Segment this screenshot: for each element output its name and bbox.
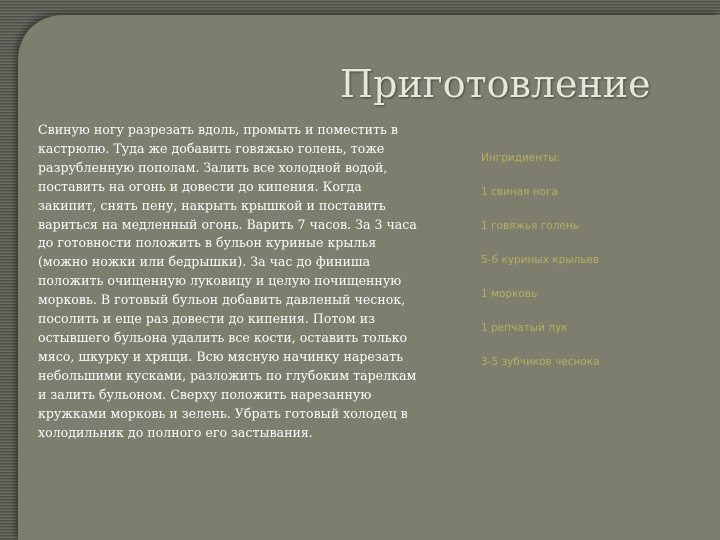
ingredient-item: 3-5 зубчиков чеснока xyxy=(481,356,600,368)
ingredient-item: 1 морковь xyxy=(481,288,538,300)
ingredient-item: 1 свиная нога xyxy=(481,186,558,198)
ingredients-heading: Ингридиенты: xyxy=(481,152,561,164)
ingredient-item: 5-6 куриных крыльев xyxy=(481,254,600,266)
ingredient-item: 1 говяжья голень xyxy=(481,220,579,232)
slide-title: Приготовление xyxy=(340,62,651,106)
ingredients-list xyxy=(481,150,681,388)
ingredient-item: 1 репчатый лук xyxy=(481,322,568,334)
recipe-instructions: Свиную ногу разрезать вдоль, промыть и поместить в кастрюлю. Туда же добавить говяжью голень, тоже разрубленную пополам. Залить все холодной водой, поставить на огонь и довести до кипения. Когда закипит, снять пену, накрыть крышкой и поставить вариться на медленный огонь. Варить 7 часов. За 3 часа до готовности положить в бульон куриные крылья (можно ножки или бедрышки). За час до финиша положить очищенную луковицу и целую почищенную морковь. В готовый бульон добавить давленый чеснок, посолить и еще раз довести до кипения. Потом из остывшего бульона удалить все кости, оставить только мясо, шкурку и хрящи. Всю мясную начинку нарезать небольшими кусками, разложить по глубоким тарелкам и залить бульоном. Сверху положить нарезанную кружками морковь и зелень. Убрать готовый холодец в холодильник до полного его застывания. xyxy=(38,122,417,440)
